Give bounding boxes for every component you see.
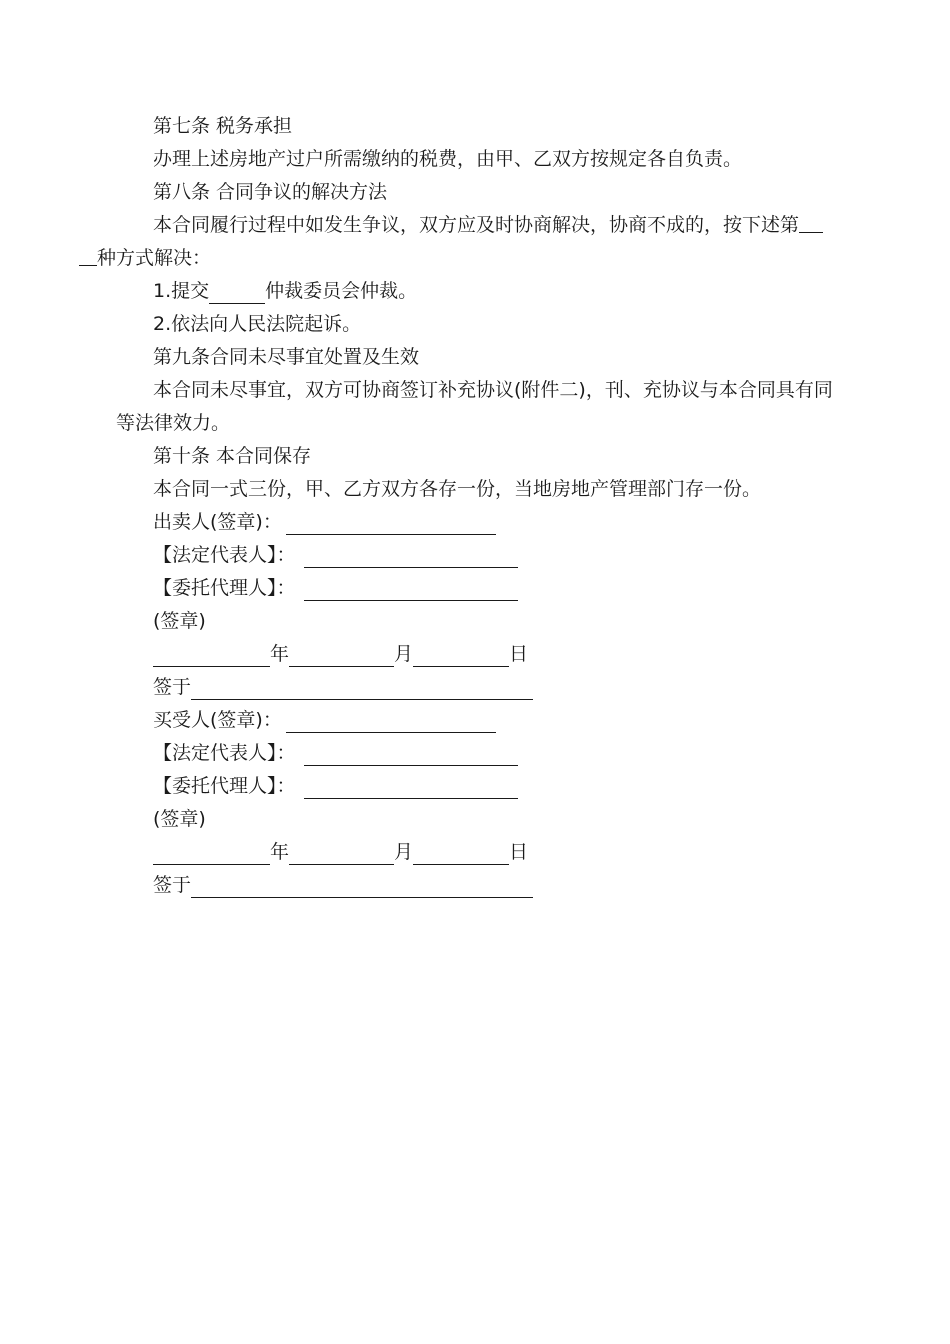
- seller-month-label: 月: [394, 643, 414, 665]
- article9-heading: 第九条合同未尽事宜处置及生效: [153, 346, 420, 368]
- buyer-day-blank: [413, 842, 509, 865]
- seller-day-blank: [413, 644, 509, 667]
- article8-option1: [116, 275, 836, 308]
- buyer-agent-blank: [304, 776, 518, 799]
- buyer-month-label: 月: [394, 841, 414, 863]
- buyer-legal-rep-label: 【法定代表人】：: [153, 742, 296, 764]
- buyer-label: 买受人(签章)：: [153, 709, 282, 731]
- seller-month-blank: [289, 644, 394, 667]
- buyer-legal-rep-blank: [304, 743, 518, 766]
- seller-label: 出卖人(签章)：: [153, 511, 282, 533]
- buyer-date-row: [116, 836, 836, 869]
- buyer-year-label: 年: [270, 841, 290, 863]
- seller-year-blank: [153, 644, 270, 667]
- seller-signed-at-row: [116, 671, 836, 704]
- seller-day-label: 日: [509, 643, 529, 665]
- buyer-signature-row: [116, 704, 836, 737]
- seller-year-label: 年: [270, 643, 290, 665]
- article8-option2: 2.依法向人民法院起诉。: [153, 313, 362, 335]
- buyer-signed-at-label: 签于: [153, 874, 192, 896]
- blank-method-number-b: [79, 245, 97, 266]
- blank-arbitration-commission: [209, 281, 265, 304]
- article7-text: 办理上述房地产过户所需缴纳的税费，由甲、乙双方按规定各自负责。: [153, 148, 743, 170]
- buyer-signature-blank: [286, 710, 496, 733]
- article8-text-before: 本合同履行过程中如发生争议，双方应及时协商解决，协商不成的，按下述第: [153, 214, 800, 236]
- buyer-agent-row: [116, 770, 836, 803]
- seller-signature-row: [116, 506, 836, 539]
- buyer-legal-rep-row: [116, 737, 836, 770]
- option1-suffix: 仲裁委员会仲裁。: [265, 280, 418, 302]
- seller-date-row: [116, 638, 836, 671]
- buyer-signed-at-blank: [191, 875, 533, 898]
- article7-heading: 第七条 税务承担: [153, 115, 293, 137]
- buyer-month-blank: [289, 842, 394, 865]
- seller-legal-rep-label: 【法定代表人】：: [153, 544, 296, 566]
- buyer-day-label: 日: [509, 841, 529, 863]
- buyer-year-blank: [153, 842, 270, 865]
- blank-method-number-a: [799, 212, 823, 233]
- article8-heading: 第八条 合同争议的解决方法: [153, 181, 388, 203]
- article9-text: 本合同未尽事宜，双方可协商签订补充协议(附件二)，刊、充协议与本合同具有同等法律效力。: [116, 379, 833, 434]
- seller-signed-at-blank: [191, 677, 533, 700]
- seller-seal: (签章): [153, 610, 206, 632]
- seller-agent-blank: [304, 578, 518, 601]
- article10-text: 本合同一式三份，甲、乙方双方各存一份，当地房地产管理部门存一份。: [153, 478, 762, 500]
- article8-text-after: 种方式解决：: [97, 247, 212, 269]
- seller-signed-at-label: 签于: [153, 676, 192, 698]
- contract-body: [97, 110, 836, 902]
- seller-agent-label: 【委托代理人】：: [153, 577, 296, 599]
- article8-text: [97, 209, 836, 275]
- seller-legal-rep-row: [116, 539, 836, 572]
- seller-signature-blank: [286, 512, 496, 535]
- buyer-signed-at-row: [116, 869, 836, 902]
- option1-prefix: 1.提交: [153, 280, 210, 302]
- seller-agent-row: [116, 572, 836, 605]
- seller-legal-rep-blank: [304, 545, 518, 568]
- buyer-seal: (签章): [153, 808, 206, 830]
- buyer-agent-label: 【委托代理人】：: [153, 775, 296, 797]
- article10-heading: 第十条 本合同保存: [153, 445, 312, 467]
